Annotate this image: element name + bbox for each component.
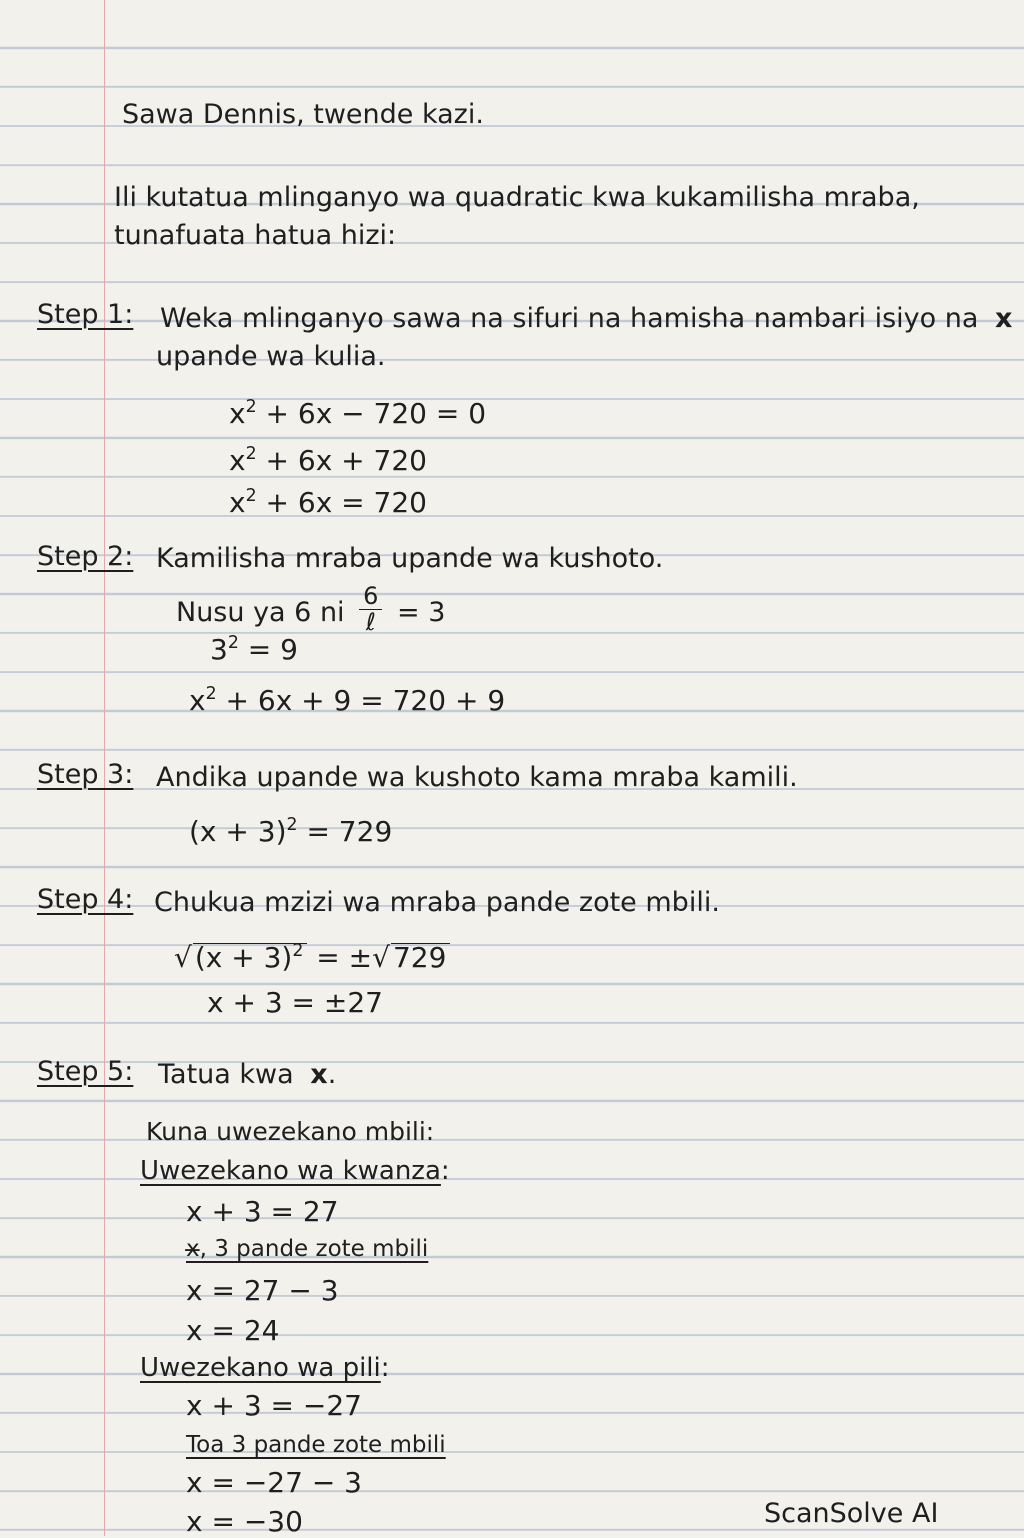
step-5-text — [158, 1061, 336, 1088]
step-2-equation — [189, 683, 506, 717]
eq-rest: = 729 — [297, 815, 393, 848]
step-1-equation-2 — [229, 443, 427, 477]
step-3-text: Andika upande wa kushoto kama mraba kamili. — [156, 762, 798, 793]
step-2-text: Kamilisha mraba upande wa kushoto. — [156, 543, 664, 574]
eq-rest: + 6x = 720 — [256, 486, 427, 519]
first-possibility-heading — [140, 1158, 450, 1184]
sqrt-symbol: √ — [174, 941, 192, 974]
intro-line-1: Ili kutatua mlinganyo wa quadratic kwa kukamilisha mraba, — [114, 182, 920, 213]
possibilities-intro: Kuna uwezekano mbili: — [146, 1117, 435, 1146]
square-base: 3 — [210, 633, 228, 666]
step-2-square — [210, 632, 298, 666]
step-1-variable: x — [994, 303, 1013, 334]
half-text: Nusu ya 6 ni — [176, 597, 345, 629]
eq-exponent: 2 — [245, 396, 257, 417]
eq-rest: + 6x + 9 = 720 + 9 — [216, 684, 506, 717]
step-4-equation-2: x + 3 = ±27 — [207, 986, 383, 1019]
step-3-equation — [189, 814, 393, 848]
eq-base: (x + 3) — [189, 815, 287, 848]
first-heading-colon: : — [440, 1156, 450, 1186]
eq-base: x — [229, 486, 246, 519]
step-1-text-continued: upande wa kulia. — [156, 341, 386, 372]
step-4-equation-1 — [174, 940, 450, 974]
fraction — [359, 584, 382, 635]
step-5-label: Step 5: — [37, 1056, 134, 1087]
second-heading-colon: : — [380, 1353, 390, 1383]
second-line-1: x + 3 = −27 — [186, 1389, 362, 1422]
eq-exponent: 2 — [286, 814, 298, 835]
plus-minus-equals: = ± — [316, 941, 373, 974]
eq-exponent: 2 — [245, 443, 257, 464]
sqrt-radicand-right: 729 — [391, 943, 450, 972]
step-1-equation-3 — [229, 485, 427, 519]
eq-rest: + 6x − 720 = 0 — [256, 397, 487, 430]
square-exponent: 2 — [227, 632, 239, 653]
second-line-3: x = −27 − 3 — [186, 1466, 362, 1499]
first-line-1: x + 3 = 27 — [186, 1195, 339, 1228]
eq-base: x — [189, 684, 206, 717]
fraction-numerator: 6 — [359, 584, 382, 610]
sqrt-radicand-left: $(x + 3)^2$ — [193, 943, 308, 972]
step-5-text-main: Tatua kwa — [158, 1059, 294, 1090]
step-1-text — [160, 305, 1012, 332]
first-line-3: x = 27 − 3 — [186, 1274, 339, 1307]
second-possibility-heading — [140, 1355, 390, 1381]
step-1-label: Step 1: — [37, 299, 134, 330]
eq-exponent: 2 — [245, 485, 257, 506]
greeting: Sawa Dennis, twende kazi. — [122, 99, 484, 130]
eq-exponent: 2 — [205, 683, 217, 704]
first-line-2: x̶, 3 pande zote mbili — [186, 1236, 429, 1262]
step-1-equation-1 — [229, 396, 487, 430]
step-5-text-end: . — [327, 1059, 337, 1090]
square-rest: = 9 — [238, 633, 298, 666]
first-heading-text: Uwezekano wa kwanza — [140, 1156, 441, 1186]
first-line-4: x = 24 — [186, 1314, 280, 1347]
step-2-label: Step 2: — [37, 541, 134, 572]
eq-rest: + 6x + 720 — [256, 444, 427, 477]
watermark: ScanSolve AI — [764, 1498, 939, 1529]
step-1-text-main: Weka mlinganyo sawa na sifuri na hamisha nambari isiyo na — [160, 303, 979, 334]
eq-base: x — [229, 397, 246, 430]
step-4-text: Chukua mzizi wa mraba pande zote mbili. — [154, 887, 720, 918]
step-5-variable: x — [310, 1059, 328, 1090]
sqrt-symbol-right: √ — [372, 941, 390, 974]
step-4-label: Step 4: — [37, 884, 134, 915]
step-3-label: Step 3: — [37, 759, 134, 790]
fraction-denominator: ℓ — [365, 608, 376, 637]
half-result: = 3 — [397, 597, 446, 629]
eq-base: x — [229, 444, 246, 477]
second-line-4: x = −30 — [186, 1505, 303, 1538]
step-2-half — [176, 582, 446, 639]
intro-line-2: tunafuata hatua hizi: — [114, 220, 397, 251]
second-line-2: Toa 3 pande zote mbili — [186, 1432, 446, 1458]
second-heading-text: Uwezekano wa pili — [140, 1353, 381, 1383]
